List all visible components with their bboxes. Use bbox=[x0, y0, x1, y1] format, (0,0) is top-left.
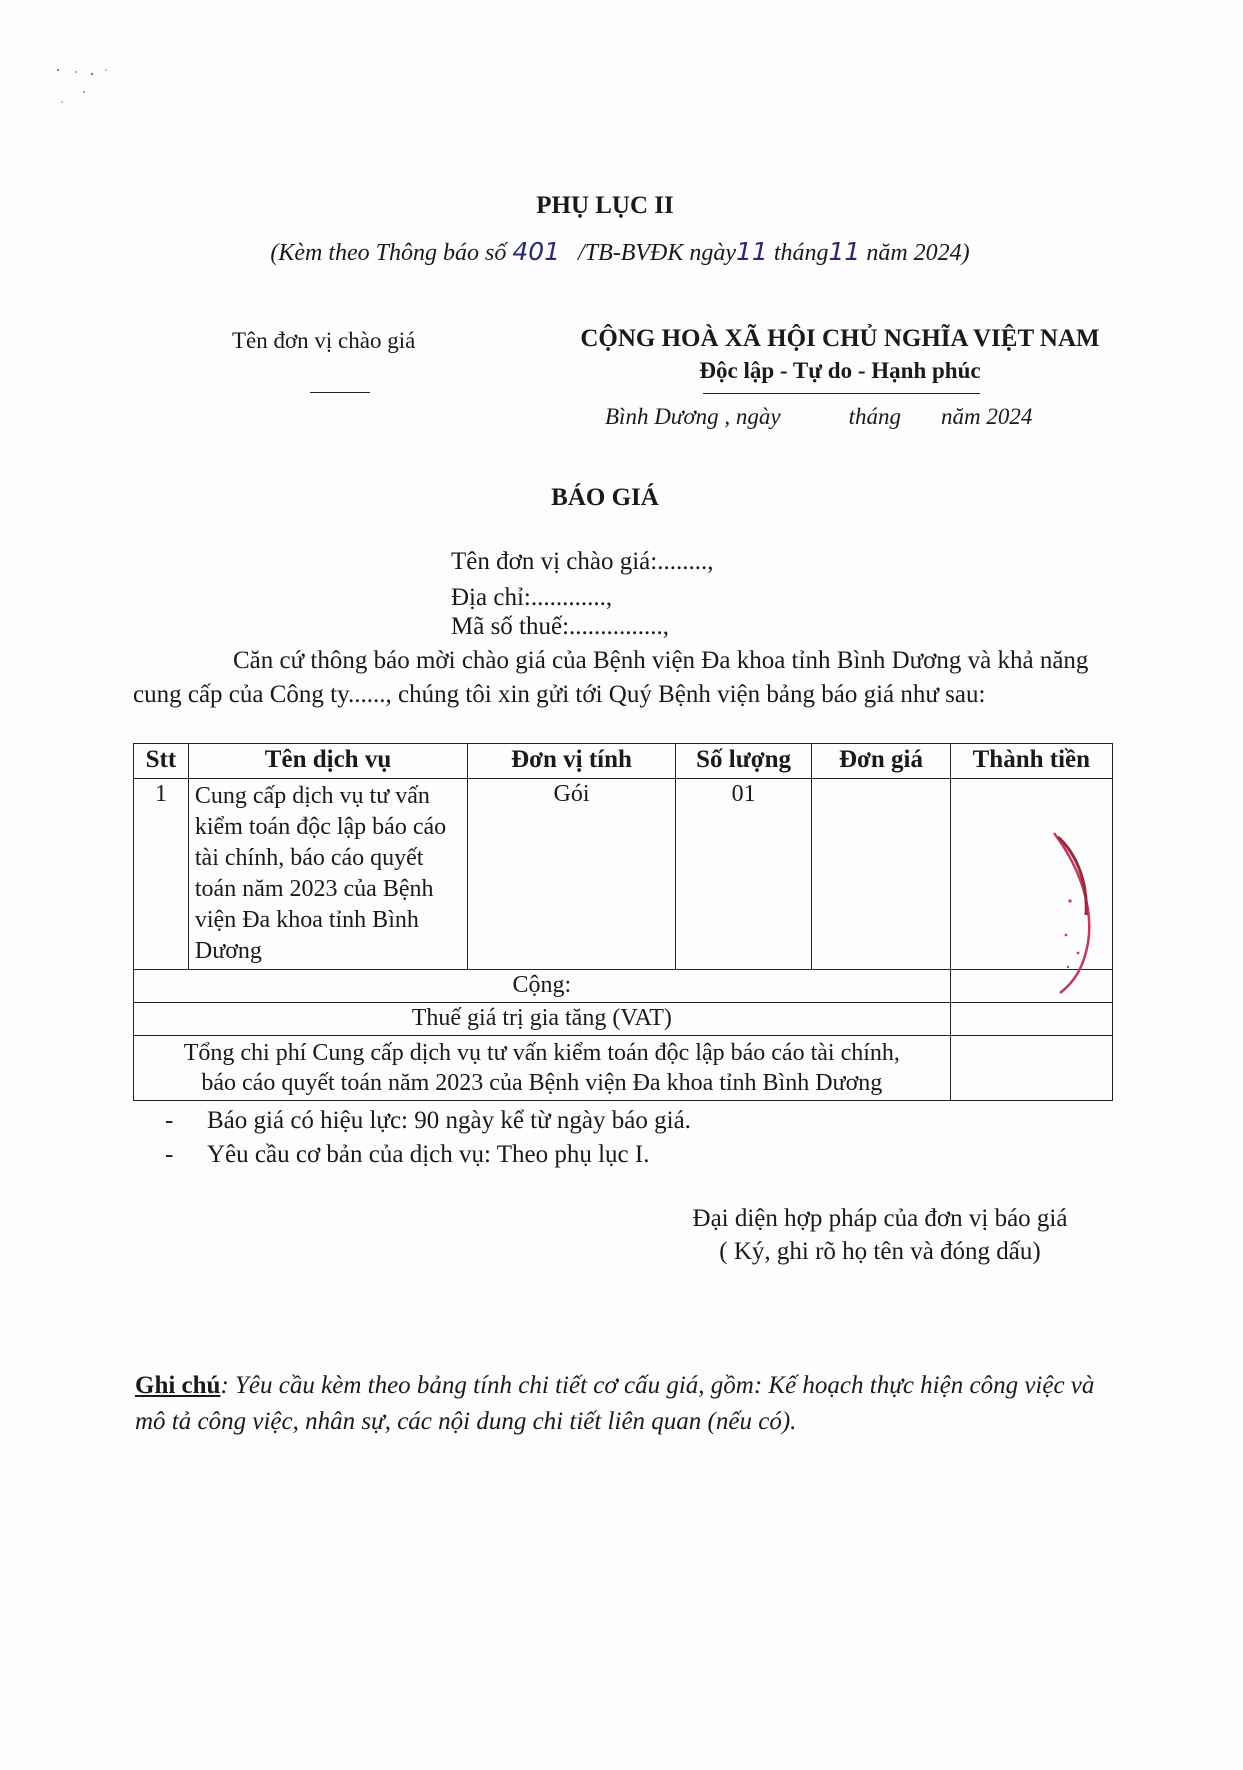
cell-unit-price bbox=[812, 779, 950, 970]
signature-title: Đại diện hợp pháp của đơn vị báo giá bbox=[692, 1205, 1068, 1232]
date-month: tháng bbox=[848, 404, 901, 429]
header-quantity: Số lượng bbox=[675, 744, 811, 779]
date-year: năm 2024 bbox=[940, 404, 1033, 429]
intro-paragraph: Căn cứ thông báo mời chào giá của Bệnh viện Đa khoa tỉnh Bình Dương và khả năng cung cấp của Công ty......, chúng tôi xin gửi tới Quý Bệnh viện bảng báo giá như sau: bbox=[133, 647, 1089, 708]
ref-day-handwritten: 11 bbox=[736, 237, 768, 266]
vat-row bbox=[134, 1003, 1113, 1036]
grand-total-label bbox=[134, 1036, 951, 1101]
footnote-label: Ghi chú bbox=[135, 1372, 221, 1399]
unit-divider bbox=[310, 392, 370, 393]
cell-stt: 1 bbox=[134, 779, 189, 970]
bullet-validity-text: Báo giá có hiệu lực: 90 ngày kể từ ngày báo giá. bbox=[207, 1107, 691, 1134]
table-row bbox=[134, 779, 1113, 970]
table-header-row bbox=[134, 744, 1113, 779]
bullet-dash: - bbox=[165, 1107, 174, 1134]
grand-total-value bbox=[950, 1036, 1112, 1101]
bullet-requirement-text: Yêu cầu cơ bản của dịch vụ: Theo phụ lục I. bbox=[207, 1141, 650, 1168]
ref-number-handwritten: 401 bbox=[512, 237, 561, 266]
quote-title: BÁO GIÁ bbox=[551, 484, 659, 511]
footnote bbox=[135, 1368, 1115, 1440]
grand-total-line-1: Tổng chi phí Cung cấp dịch vụ tư vấn kiểm toán độc lập báo cáo tài chính, bbox=[183, 1040, 900, 1066]
cell-quantity: 01 bbox=[675, 779, 811, 970]
cell-unit: Gói bbox=[468, 779, 676, 970]
ref-year: năm 2024) bbox=[866, 240, 970, 266]
bullet-validity bbox=[165, 1107, 691, 1135]
vat-label: Thuế giá trị gia tăng (VAT) bbox=[134, 1003, 951, 1036]
sum-label: Cộng: bbox=[134, 970, 951, 1003]
appendix-title: PHỤ LỤC II bbox=[536, 192, 674, 219]
place-date bbox=[605, 404, 1032, 430]
vat-value bbox=[950, 1003, 1112, 1036]
scan-specks bbox=[48, 62, 128, 117]
header-stt: Stt bbox=[134, 744, 189, 779]
motto: Độc lập - Tự do - Hạnh phúc bbox=[699, 358, 981, 383]
header-unit-price: Đơn giá bbox=[812, 744, 950, 779]
signature-note: ( Ký, ghi rõ họ tên và đóng dấu) bbox=[719, 1238, 1041, 1265]
motto-underline bbox=[703, 393, 980, 394]
header-total: Thành tiền bbox=[950, 744, 1112, 779]
footnote-text: : Yêu cầu kèm theo bảng tính chi tiết cơ cấu giá, gồm: Kế hoạch thực hiện công việc và mô tả công việc, nhân sự, các nội dung chi tiết liên quan (nếu có). bbox=[135, 1372, 1095, 1435]
quote-table bbox=[133, 743, 1113, 1101]
header-unit: Đơn vị tính bbox=[468, 744, 676, 779]
header-service-name: Tên dịch vụ bbox=[188, 744, 467, 779]
grand-total-line-2: báo cáo quyết toán năm 2023 của Bệnh viện Đa khoa tỉnh Bình Dương bbox=[201, 1070, 883, 1096]
stamp-mark bbox=[1048, 825, 1103, 995]
unit-label: Tên đơn vị chào giá bbox=[232, 328, 416, 353]
cell-service-name: Cung cấp dịch vụ tư vấn kiểm toán độc lập báo cáo tài chính, báo cáo quyết toán năm 2023 của Bệnh viện Đa khoa tỉnh Bình Dương bbox=[188, 779, 467, 970]
nation-heading: CỘNG HOÀ XÃ HỘI CHỦ NGHĨA VIỆT NAM bbox=[580, 325, 1100, 352]
place-day: Bình Dương , ngày bbox=[605, 404, 781, 429]
ref-code: /TB-BVĐK ngày bbox=[578, 240, 737, 266]
sum-row bbox=[134, 970, 1113, 1003]
reference-line bbox=[180, 237, 1060, 267]
ref-month-handwritten: 11 bbox=[828, 237, 861, 266]
ref-prefix: (Kèm theo Thông báo số bbox=[270, 240, 507, 266]
field-address: Địa chỉ:............, bbox=[451, 584, 613, 611]
ref-month-label: tháng bbox=[773, 240, 829, 266]
field-tax-code: Mã số thuế:..............., bbox=[451, 613, 670, 640]
field-unit-name: Tên đơn vị chào giá:........, bbox=[451, 548, 714, 575]
bullet-dash: - bbox=[165, 1141, 174, 1168]
bullet-requirement bbox=[165, 1141, 649, 1169]
grand-total-row bbox=[134, 1036, 1113, 1101]
